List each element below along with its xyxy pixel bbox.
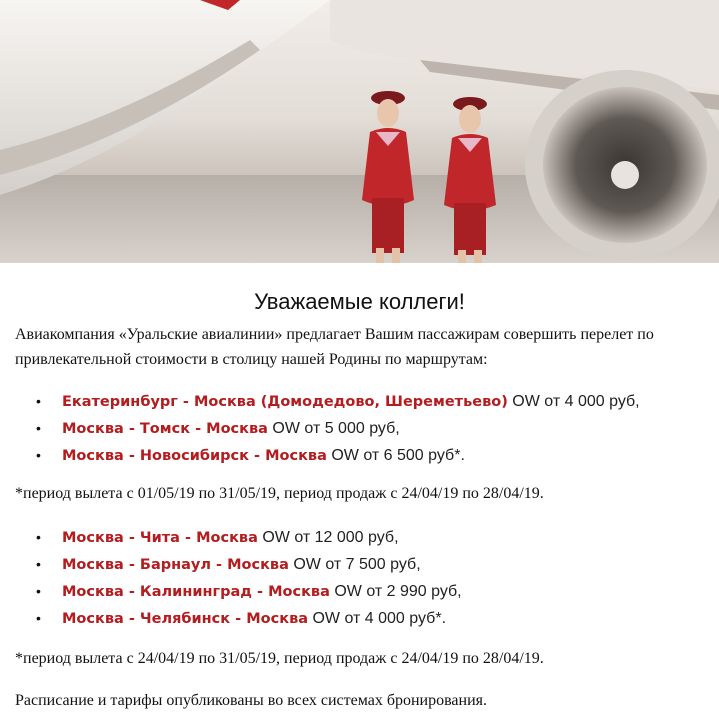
route-price: OW от 7 500 руб, — [288, 556, 421, 573]
route-price: OW от 6 500 руб*. — [326, 447, 465, 464]
route-name: Екатеринбург - Москва (Домодедово, Шереметьево) — [62, 394, 508, 410]
route-price: OW от 4 000 руб*. — [308, 610, 447, 627]
intro-paragraph: Авиакомпания «Уральские авиалинии» предлагает Вашим пассажирам совершить перелет по привлекательной стоимости в столицу нашей Родины по маршрутам: — [15, 326, 654, 368]
footnote-1: *период вылета с 01/05/19 по 31/05/19, период продаж с 24/04/19 по 28/04/19. — [15, 485, 544, 502]
route-name: Москва - Новосибирск - Москва — [62, 448, 327, 464]
list-item — [0, 388, 640, 415]
list-item — [0, 442, 640, 469]
bullet-icon: • — [36, 447, 41, 463]
routes-list-1 — [0, 388, 640, 469]
route-name: Москва - Челябинск - Москва — [62, 611, 309, 627]
route-price: OW от 5 000 руб, — [267, 420, 400, 437]
routes-list-2 — [0, 524, 462, 632]
route-price: OW от 4 000 руб, — [507, 393, 640, 410]
route-price: OW от 2 990 руб, — [329, 583, 462, 600]
list-item — [0, 605, 462, 632]
bullet-icon: • — [36, 393, 41, 409]
list-item — [0, 551, 462, 578]
booking-info-text: Расписание и тарифы опубликованы во всех системах бронирования. — [15, 692, 488, 709]
route-name: Москва - Барнаул - Москва — [62, 557, 289, 573]
bullet-icon: • — [36, 610, 41, 626]
route-price: OW от 12 000 руб, — [257, 529, 399, 546]
bullet-icon: • — [36, 420, 41, 436]
list-item — [0, 415, 640, 442]
footnote-2: *период вылета с 24/04/19 по 31/05/19, период продаж с 24/04/19 по 28/04/19. — [15, 650, 544, 667]
hero-banner-image — [0, 0, 719, 263]
airplane-crew-illustration — [0, 0, 719, 263]
route-name: Москва - Калининград - Москва — [62, 584, 330, 600]
list-item — [0, 578, 462, 605]
route-name: Москва - Чита - Москва — [62, 530, 258, 546]
page-title: Уважаемые коллеги! — [254, 289, 465, 314]
bullet-icon: • — [36, 529, 41, 545]
bullet-icon: • — [36, 556, 41, 572]
route-name: Москва - Томск - Москва — [62, 421, 268, 437]
bullet-icon: • — [36, 583, 41, 599]
list-item — [0, 524, 462, 551]
